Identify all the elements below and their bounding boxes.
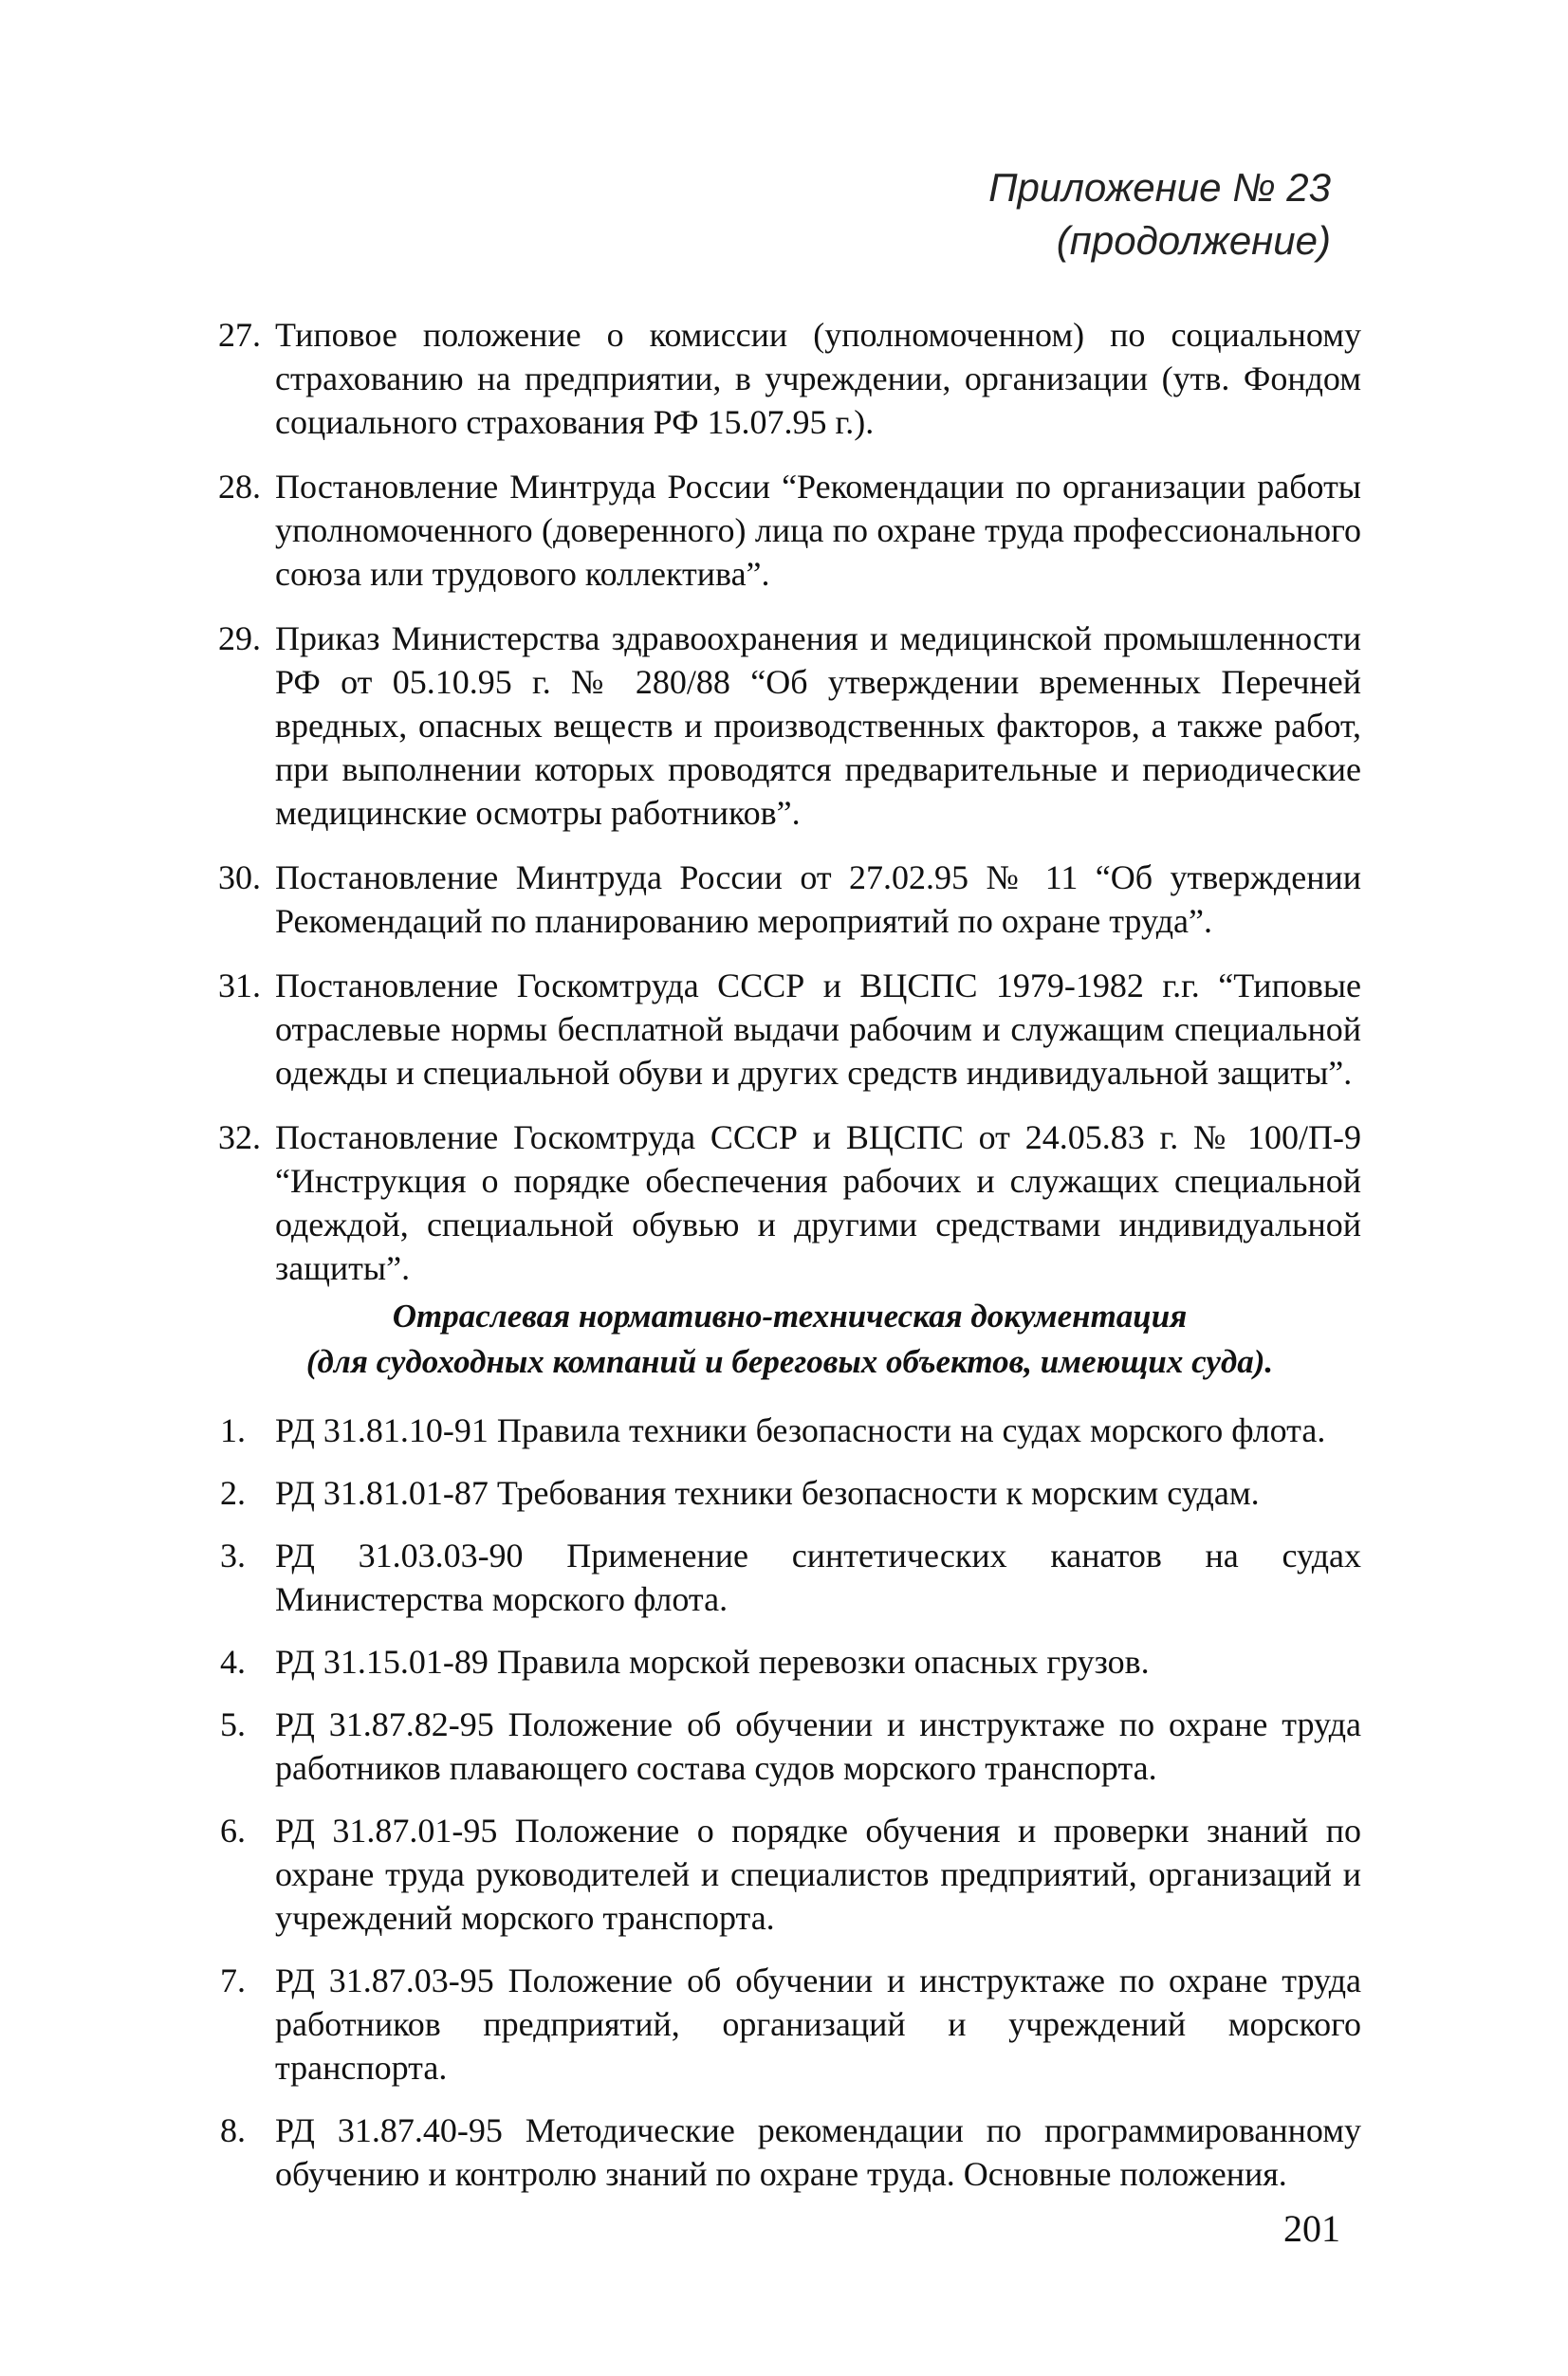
item-number: 30. bbox=[218, 858, 261, 896]
item-number: 7. bbox=[220, 1962, 246, 1999]
list-item bbox=[218, 964, 1361, 1095]
list-item bbox=[218, 1640, 1361, 1684]
list-item bbox=[218, 856, 1361, 943]
list-item bbox=[218, 2109, 1361, 2196]
item-text: РД 31.87.01-95 Положение о порядке обучения и проверки знаний по охране труда руководителей и специалистов предприятий, организаций и учреждений морского транспорта. bbox=[275, 1812, 1361, 1937]
item-text: Приказ Министерства здравоохранения и медицинской промышленности РФ от 05.10.95 г. № 280/88 “Об утверждении временных Перечней вредных, опасных веществ и производственных факторов, а также работ, при выполнении которых проводятся предварительные и периодические медицинские осмотры работников”. bbox=[275, 619, 1361, 832]
item-number: 4. bbox=[220, 1643, 246, 1681]
regulations-list bbox=[218, 313, 1361, 1311]
item-text: РД 31.15.01-89 Правила морской перевозки опасных грузов. bbox=[275, 1643, 1150, 1681]
item-text: РД 31.03.03-90 Применение синтетических канатов на судах Министерства морского флота. bbox=[275, 1537, 1361, 1618]
item-text: РД 31.87.03-95 Положение об обучении и инструктаже по охране труда работников предприятий, организаций и учреждений морского транспорта. bbox=[275, 1962, 1361, 2087]
item-number: 1. bbox=[220, 1411, 246, 1449]
list-item bbox=[218, 313, 1361, 444]
item-text: Типовое положение о комиссии (уполномоченном) по социальному страхованию на предприятии, в учреждении, организации (утв. Фондом социального страхования РФ 15.07.95 г.). bbox=[275, 316, 1361, 441]
item-number: 3. bbox=[220, 1537, 246, 1575]
item-number: 2. bbox=[220, 1474, 246, 1512]
item-number: 31. bbox=[218, 967, 261, 1004]
item-text: РД 31.87.40-95 Методические рекомендации по программированному обучению и контролю знаний по охране труда. Основные положения. bbox=[275, 2111, 1361, 2193]
item-number: 28. bbox=[218, 468, 261, 506]
list-item bbox=[218, 1471, 1361, 1515]
item-text: РД 31.81.10-91 Правила техники безопасности на судах морского флота. bbox=[275, 1411, 1326, 1449]
appendix-subtitle: (продолжение) bbox=[1056, 218, 1331, 263]
list-item bbox=[218, 1809, 1361, 1940]
appendix-title: Приложение № 23 bbox=[988, 165, 1331, 210]
list-item bbox=[218, 465, 1361, 596]
item-text: Постановление Госкомтруда СССР и ВЦСПС от 24.05.83 г. № 100/П-9 “Инструкция о порядке обеспечения рабочих и служащих специальной одеждой, специальной обувью и другими средствами индивидуальной защиты”. bbox=[275, 1118, 1361, 1287]
item-number: 32. bbox=[218, 1118, 261, 1156]
item-text: Постановление Госкомтруда СССР и ВЦСПС 1979-1982 г.г. “Типовые отраслевые нормы бесплатной выдачи рабочим и служащим специальной одежды и специальной обуви и других средств индивидуальной защиты”. bbox=[275, 967, 1361, 1092]
list-item bbox=[218, 1534, 1361, 1621]
item-number: 8. bbox=[220, 2111, 246, 2149]
item-text: Постановление Минтруда России “Рекомендации по организации работы уполномоченного (доверенного) лица по охране труда профессионального союза или трудового коллектива”. bbox=[275, 468, 1361, 593]
list-item bbox=[218, 1959, 1361, 2090]
appendix-header bbox=[988, 161, 1331, 267]
list-item bbox=[218, 1115, 1361, 1290]
list-item bbox=[218, 1703, 1361, 1790]
section-heading bbox=[218, 1294, 1361, 1385]
industry-documents-list bbox=[218, 1409, 1361, 2215]
list-item bbox=[218, 1409, 1361, 1452]
item-number: 6. bbox=[220, 1812, 246, 1850]
section-heading-line2: (для судоходных компаний и береговых объектов, имеющих суда). bbox=[305, 1343, 1274, 1380]
section-heading-line1: Отраслевая нормативно-техническая документация bbox=[392, 1298, 1188, 1335]
item-number: 5. bbox=[220, 1705, 246, 1743]
item-text: РД 31.81.01-87 Требования техники безопасности к морским судам. bbox=[275, 1474, 1260, 1512]
item-text: Постановление Минтруда России от 27.02.95 № 11 “Об утверждении Рекомендаций по планированию мероприятий по охране труда”. bbox=[275, 858, 1361, 940]
page-number: 201 bbox=[1283, 2207, 1340, 2250]
item-text: РД 31.87.82-95 Положение об обучении и инструктаже по охране труда работников плавающего состава судов морского транспорта. bbox=[275, 1705, 1361, 1787]
list-item bbox=[218, 617, 1361, 835]
item-number: 29. bbox=[218, 619, 261, 657]
item-number: 27. bbox=[218, 316, 261, 354]
